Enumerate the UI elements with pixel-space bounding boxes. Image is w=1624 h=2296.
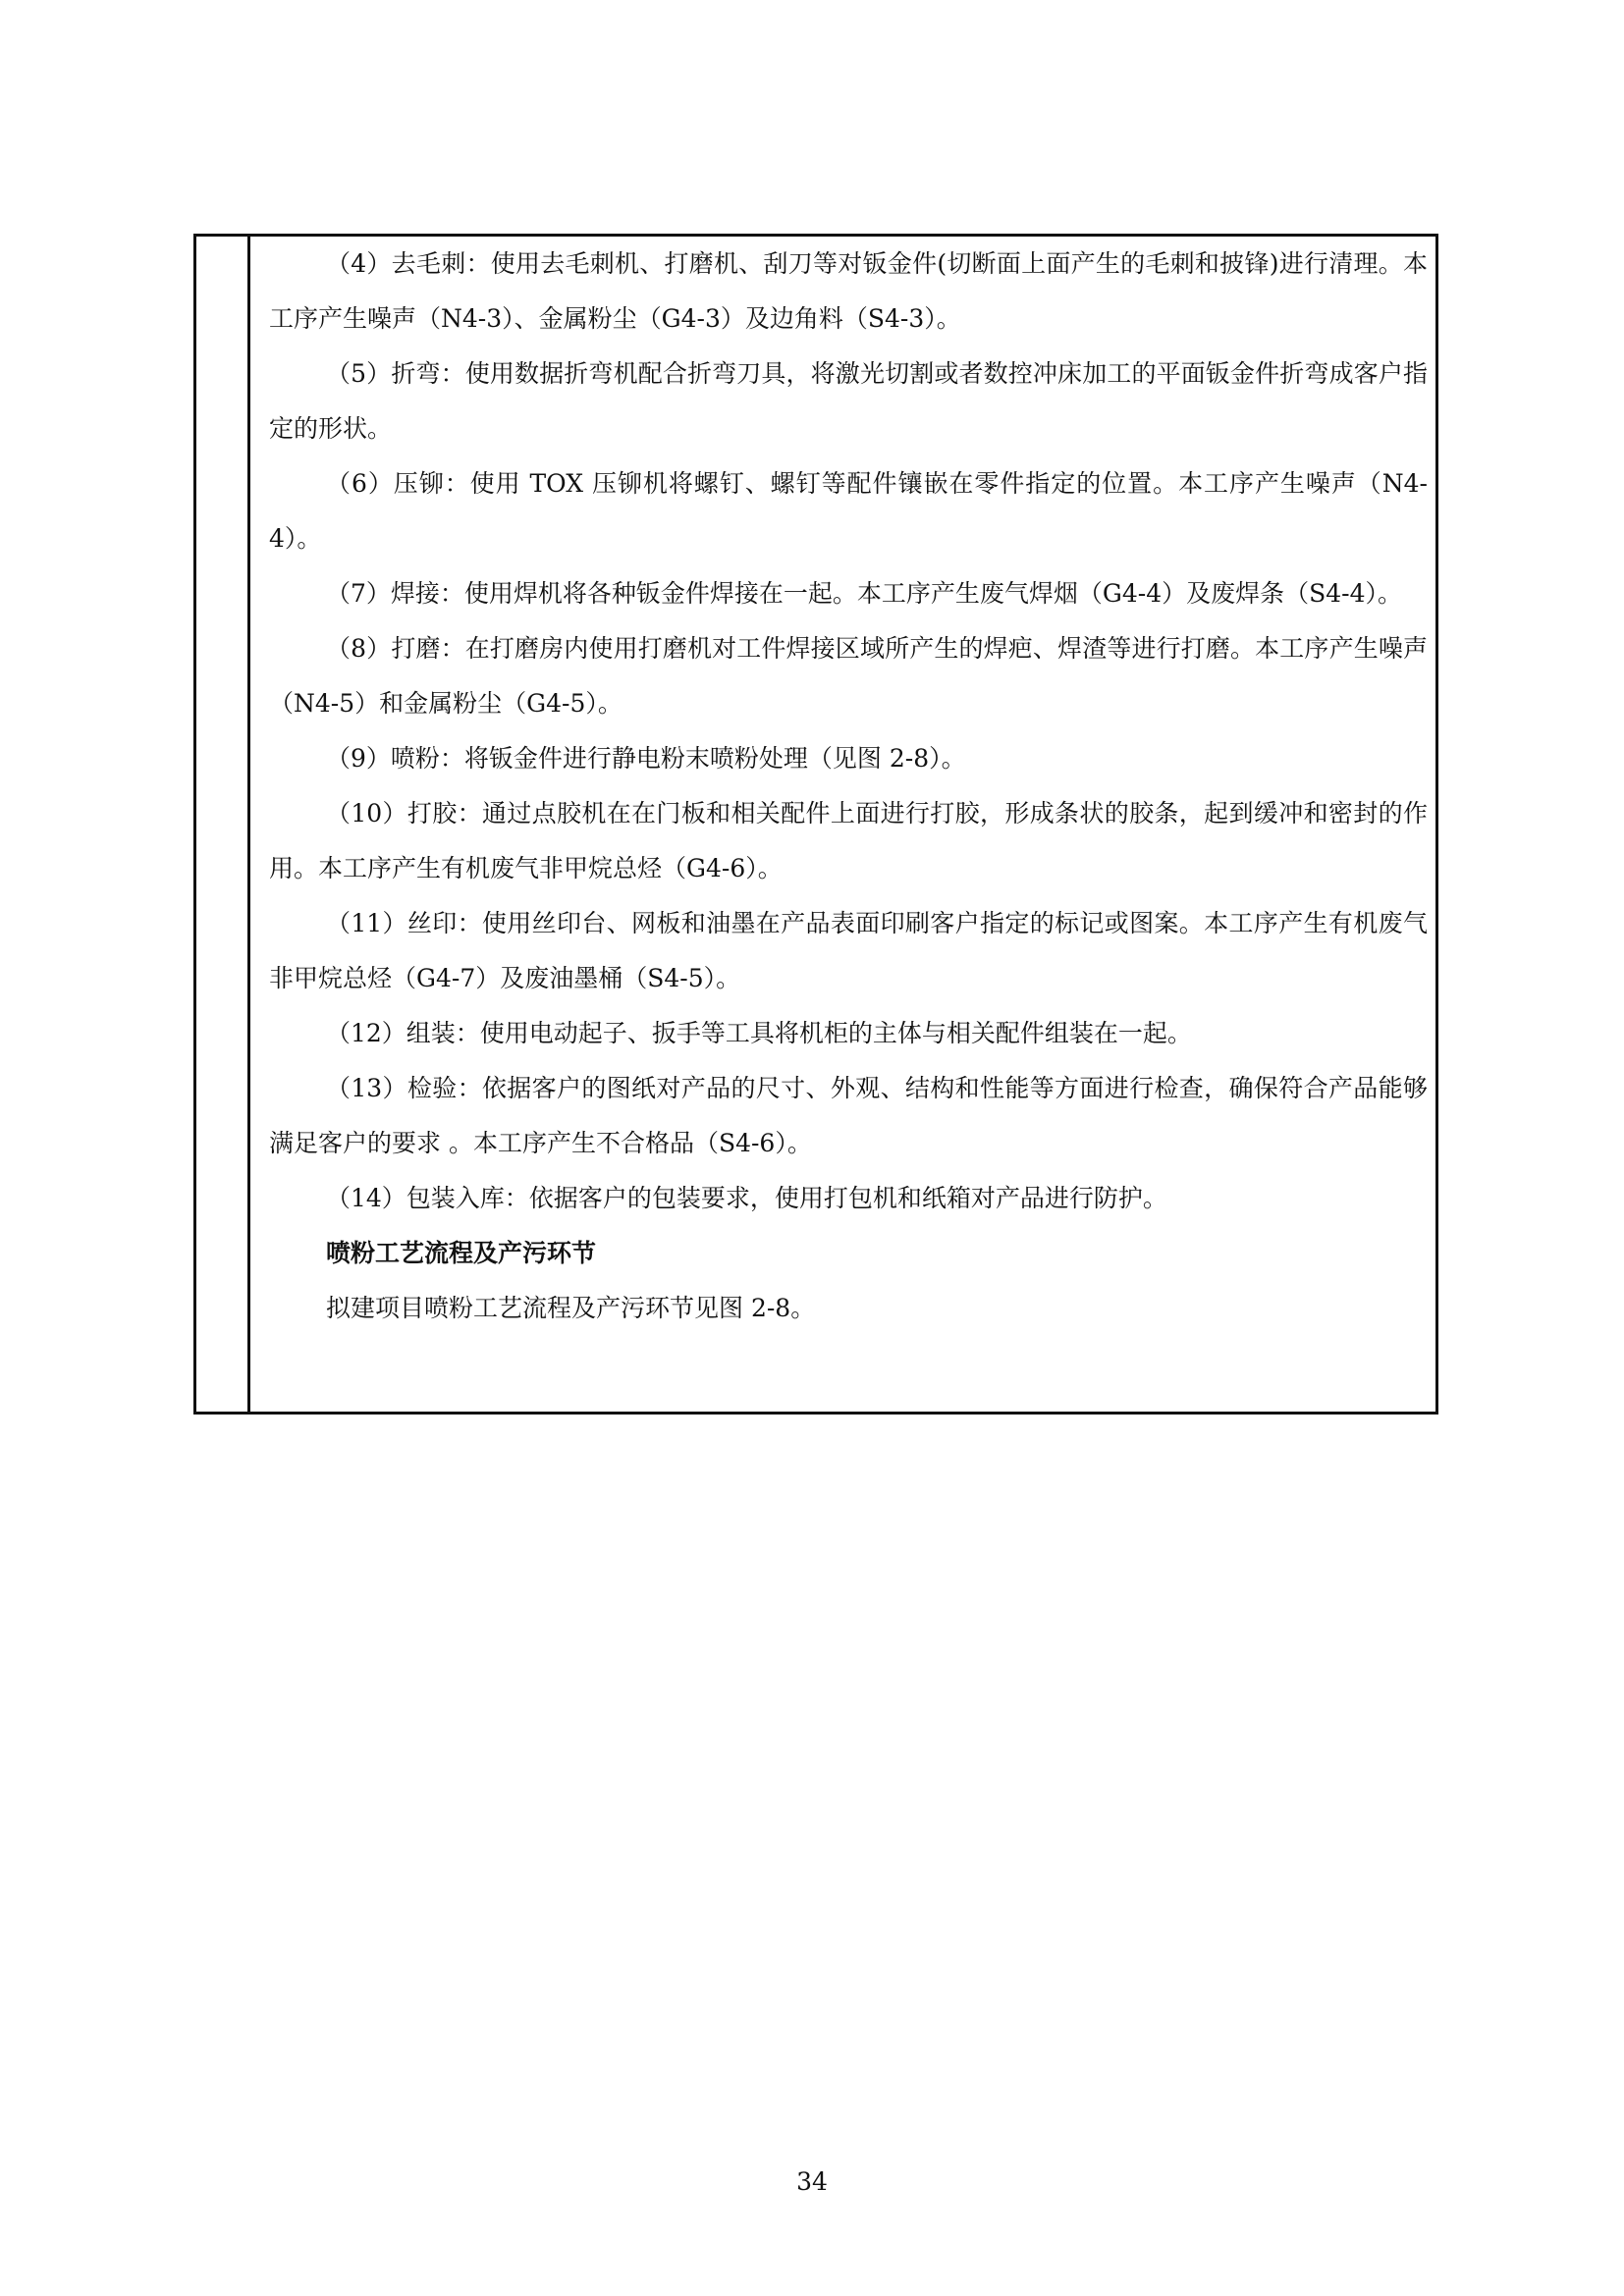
paragraph-deburring: （4）去毛刺：使用去毛刺机、打磨机、刮刀等对钣金件(切断面上面产生的毛刺和披锋)进行清理。本工序产生噪声（N4-3）、金属粉尘（G4-3）及边角料（S4-3）。 [269, 249, 1428, 333]
table-content-cell [269, 237, 1428, 1336]
paragraph-inspection: （13）检验：依据客户的图纸对产品的尺寸、外观、结构和性能等方面进行检查，确保符合产品能够满足客户的要求 。本工序产生不合格品（S4-6）。 [269, 1074, 1428, 1157]
paragraph-powder-coating: （9）喷粉：将钣金件进行静电粉末喷粉处理（见图 2-8）。 [326, 744, 966, 773]
content-table [193, 234, 1438, 1415]
section-heading: 喷粉工艺流程及产污环节 [326, 1239, 597, 1267]
paragraph-welding: （7）焊接：使用焊机将各种钣金件焊接在一起。本工序产生废气焊烟（G4-4）及废焊条（S4-4）。 [326, 579, 1403, 608]
closing-paragraph: 拟建项目喷粉工艺流程及产污环节见图 2-8。 [326, 1294, 816, 1322]
table-left-column [196, 237, 250, 1412]
paragraph-packaging: （14）包装入库：依据客户的包装要求，使用打包机和纸箱对产品进行防护。 [326, 1184, 1167, 1212]
paragraph-riveting: （6）压铆：使用 TOX 压铆机将螺钉、螺钉等配件镶嵌在零件指定的位置。本工序产生噪声（N4-4）。 [269, 469, 1428, 553]
paragraph-gluing: （10）打胶：通过点胶机在在门板和相关配件上面进行打胶，形成条状的胶条，起到缓冲和密封的作用。本工序产生有机废气非甲烷总烃（G4-6）。 [269, 799, 1428, 882]
paragraph-screen-printing: （11）丝印：使用丝印台、网板和油墨在产品表面印刷客户指定的标记或图案。本工序产生有机废气非甲烷总烃（G4-7）及废油墨桶（S4-5）。 [269, 909, 1428, 992]
page-number: 34 [796, 2167, 828, 2196]
paragraph-bending: （5）折弯：使用数据折弯机配合折弯刀具，将激光切割或者数控冲床加工的平面钣金件折弯成客户指定的形状。 [269, 359, 1428, 443]
paragraph-grinding: （8）打磨：在打磨房内使用打磨机对工件焊接区域所产生的焊疤、焊渣等进行打磨。本工序产生噪声（N4-5）和金属粉尘（G4-5）。 [269, 634, 1428, 718]
paragraph-assembly: （12）组装：使用电动起子、扳手等工具将机柜的主体与相关配件组装在一起。 [326, 1019, 1192, 1047]
